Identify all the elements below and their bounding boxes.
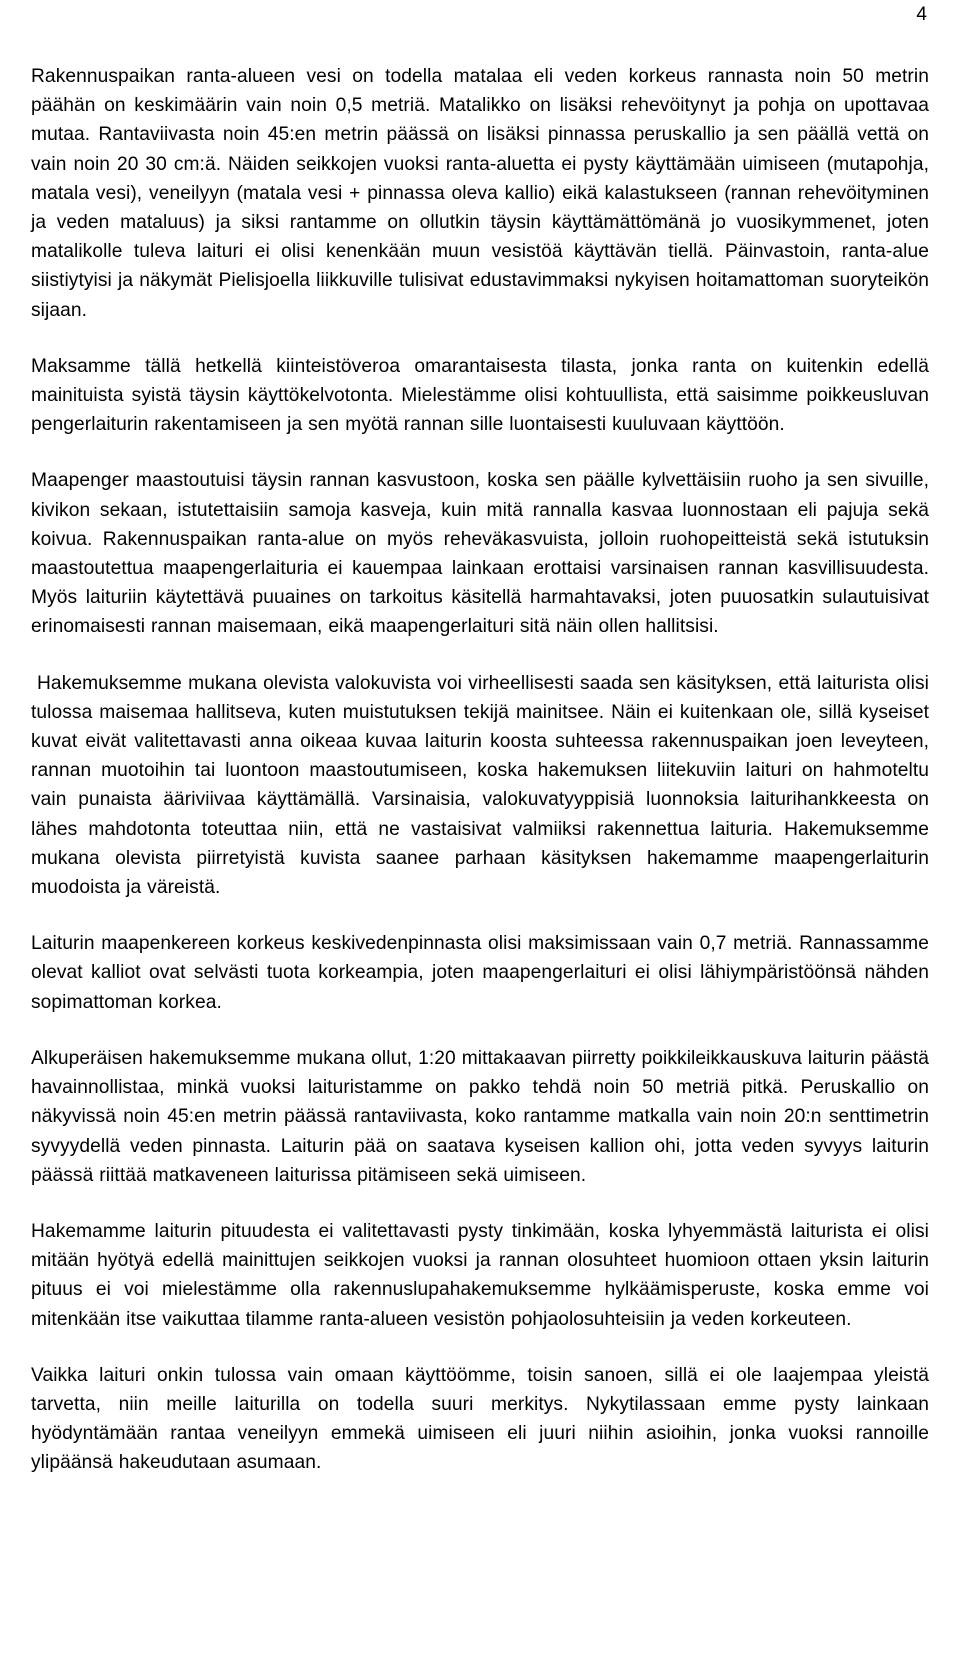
page-number: 4 bbox=[916, 4, 927, 25]
paragraph-personal-use: Vaikka laituri onkin tulossa vain omaan käyttöömme, toisin sanoen, sillä ei ole laajempaa yleistä tarvetta, niin meille laiturilla on todella suuri merkitys. Nykytilassaan emme pysty lainkaan hyödyntämään rantaa veneilyyn emmekä uimiseen eli juuri niihin asioihin, jonka vuoksi rannoille ylipäänsä hakeudutaan asumaan. bbox=[31, 1364, 929, 1474]
paragraph-embankment-landscaping: Maapenger maastoutuisi täysin rannan kasvustoon, koska sen päälle kylvettäisiin ruoho ja sen sivuille, kivikon sekaan, istutettaisiin samoja kasveja, kuin mitä rannalla kasvaa luonnostaan eli pajuja sekä koivua. Rakennuspaikan ranta-alue on myös reheväkasvuista, jolloin ruohopeitteistä sekä istutuksin maastoutettua maapengerlaituria ei kauempaa lainkaan erottaisi varsinaisen rannan kasvillisuudesta. Myös laituriin käytettävä puuaines on tarkoitus käsitellä harmahtavaksi, joten puuosatkin sulautuisivat erinomaisesti rannan maisemaan, eikä maapengerlaituri sitä näin ollen hallitsisi. bbox=[31, 470, 929, 638]
paragraph-embankment-height: Laiturin maapenkereen korkeus keskivedenpinnasta olisi maksimissaan vain 0,7 metriä. Rannassamme olevat kalliot ovat selvästi tuota korkeampia, joten maapengerlaituri ei olisi lähiympäristöönsä nähden sopimattoman korkea. bbox=[31, 933, 929, 1013]
paragraph-shore-conditions: Rakennuspaikan ranta-alueen vesi on todella matalaa eli veden korkeus rannasta noin 50 metrin päähän on keskimäärin vain noin 0,5 metriä. Matalikko on lisäksi rehevöitynyt ja pohja on upottavaa mutaa. Rantaviivasta noin 45:en metrin päässä on lisäksi pinnassa peruskallio ja sen päällä vettä on vain noin 20 30 cm:ä. Näiden seikkojen vuoksi ranta-aluetta ei pysty käyttämään uimiseen (mutapohja, matala vesi), veneilyyn (matala vesi + pinnassa oleva kallio) eikä kalastukseen (rannan rehevöityminen ja veden mataluus) ja siksi rantamme on ollutkin täysin käyttämättömänä jo vuosikymmenet, joten matalikolle tuleva laituri ei olisi kenenkään muun vesistöä käyttävän tiellä. Päinvastoin, ranta-alue siistiytyisi ja näkymät Pielisjoella liikkuville tulisivat edustavimmaksi nykyisen hoitamattoman suoryteikön sijaan. bbox=[31, 66, 929, 321]
paragraph-pier-length: Hakemamme laiturin pituudesta ei valitettavasti pysty tinkimään, koska lyhyemmästä laiturista ei olisi mitään hyötyä edellä mainittujen seikkojen vuoksi ja rannan olosuhteet huomioon ottaen yksin laiturin pituus ei voi mielestämme olla rakennuslupahakemuksemme hylkäämisperuste, koska emme voi mitenkään itse vaikuttaa tilamme ranta-alueen vesistön pohjaolosuhteisiin ja veden korkeuteen. bbox=[31, 1220, 929, 1330]
document-body bbox=[31, 62, 929, 1505]
paragraph-application-photos: Hakemuksemme mukana olevista valokuvista voi virheellisesti saada sen käsityksen, että laiturista olisi tulossa maisemaa hallitseva, kuten muistutuksen tekijä mainitsee. Näin ei kuitenkaan ole, sillä kyseiset kuvat eivät valitettavasti anna oikeaa kuvaa laiturin koosta suhteessa rakennuspaikan joen leveyteen, rannan muotoihin tai luontoon maastoutumiseen, koska hakemuksen liitekuviin laituri on hahmoteltu vain punaista ääriviivaa käyttämällä. Varsinaisia, valokuvatyyppisiä luonnoksia laiturihankkeesta on lähes mahdotonta toteuttaa niin, että ne vastaisivat valmiiksi rakennettua laituria. Hakemuksemme mukana olevista piirretyistä kuvista saanee parhaan käsityksen hakemamme maapengerlaiturin muodoista ja väreistä. bbox=[31, 672, 929, 899]
paragraph-property-tax: Maksamme tällä hetkellä kiinteistöveroa omarantaisesta tilasta, jonka ranta on kuitenkin edellä mainituista syistä täysin käyttökelvotonta. Mielestämme olisi kohtuullista, että saisimme poikkeusluvan pengerlaiturin rakentamiseen ja sen myötä rannan sille luontaisesti kuuluvaan käyttöön. bbox=[31, 355, 929, 436]
paragraph-cross-section: Alkuperäisen hakemuksemme mukana ollut, 1:20 mittakaavan piirretty poikkileikkauskuva laiturin päästä havainnollistaa, minkä vuoksi laituristamme on pakko tehdä noin 50 metriä pitkä. Peruskallio on näkyvissä noin 45:en metrin päässä rantaviivasta, koko rantamme matkalla vain noin 20:n senttimetrin syvyydellä veden pinnasta. Laiturin pää on saatava kyseisen kallion ohi, jotta veden syvyys laiturin päässä riittää matkaveneen laiturissa pitämiseen sekä uimiseen. bbox=[31, 1047, 929, 1186]
